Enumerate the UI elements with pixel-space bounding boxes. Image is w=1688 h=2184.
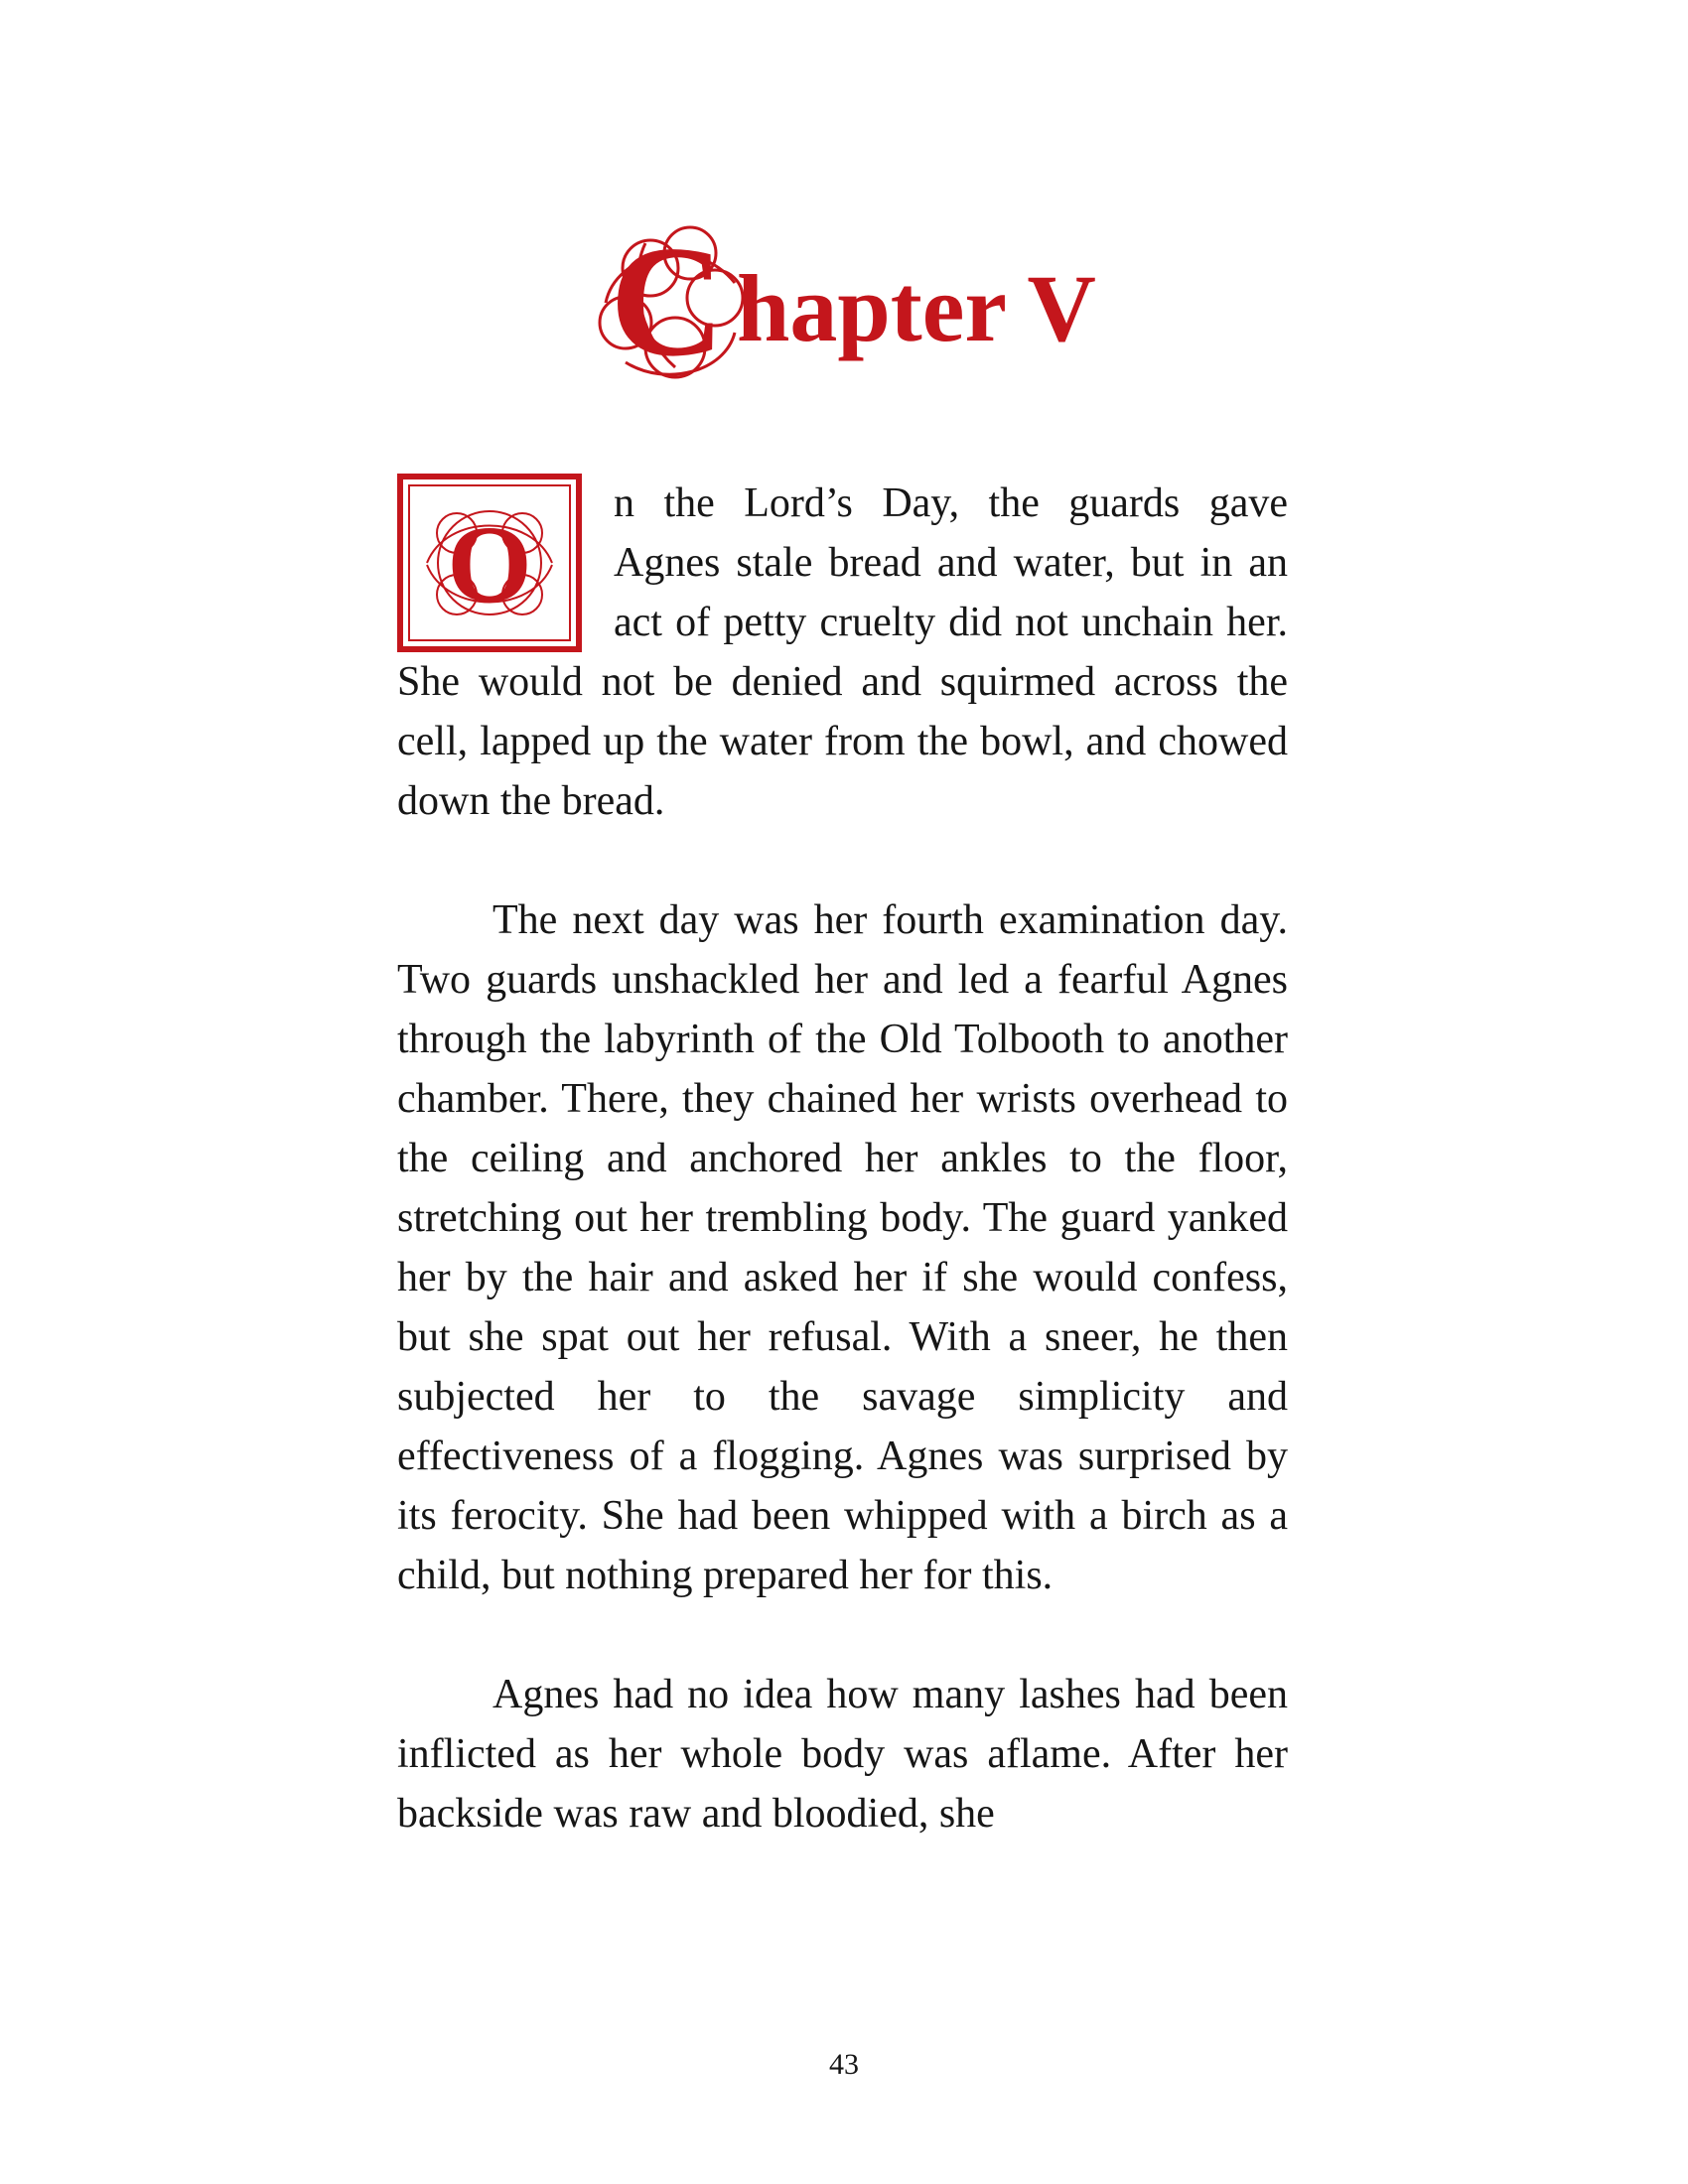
drop-cap-frame	[397, 474, 582, 652]
paragraph-1-text: n the Lord’s Day, the guards gave Agnes stale bread and water, but in an act of petty cruelty did not unchain her. She would not be denied and squirmed across the cell, lapped up the water from the bowl, and chowed down the bread.	[397, 480, 1288, 824]
page-number: 43	[829, 2048, 859, 2081]
paragraph-2: The next day was her fourth examination day. Two guards unshackled her and led a fearful Agnes through the labyrinth of the Old Tolbooth to another chamber. There, they chained her wrists overhead to the ceiling and anchored her ankles to the floor, stretching out her trembling body. The guard yanked her by the hair and asked her if she would confess, but she spat out her refusal. With a sneer, he then subjected her to the savage simplicity and effectiveness of a flogging. Agnes was surprised by its ferocity. She had been whipped with a birch as a child, but nothing prepared her for this.	[397, 897, 1288, 1598]
chapter-title: hapter V	[737, 255, 1096, 361]
chapter-ornate-initial: C	[610, 213, 725, 389]
chapter-heading	[586, 213, 1102, 402]
paragraph-3: Agnes had no idea how many lashes had been inflicted as her whole body was aflame. After her backside was raw and bloodied, she	[397, 1672, 1288, 1837]
drop-cap-letter: O	[447, 503, 532, 624]
paragraph-1	[397, 474, 1288, 831]
chapter-title-svg	[586, 213, 1102, 402]
drop-cap	[397, 474, 590, 652]
chapter-body	[397, 474, 1288, 1903]
